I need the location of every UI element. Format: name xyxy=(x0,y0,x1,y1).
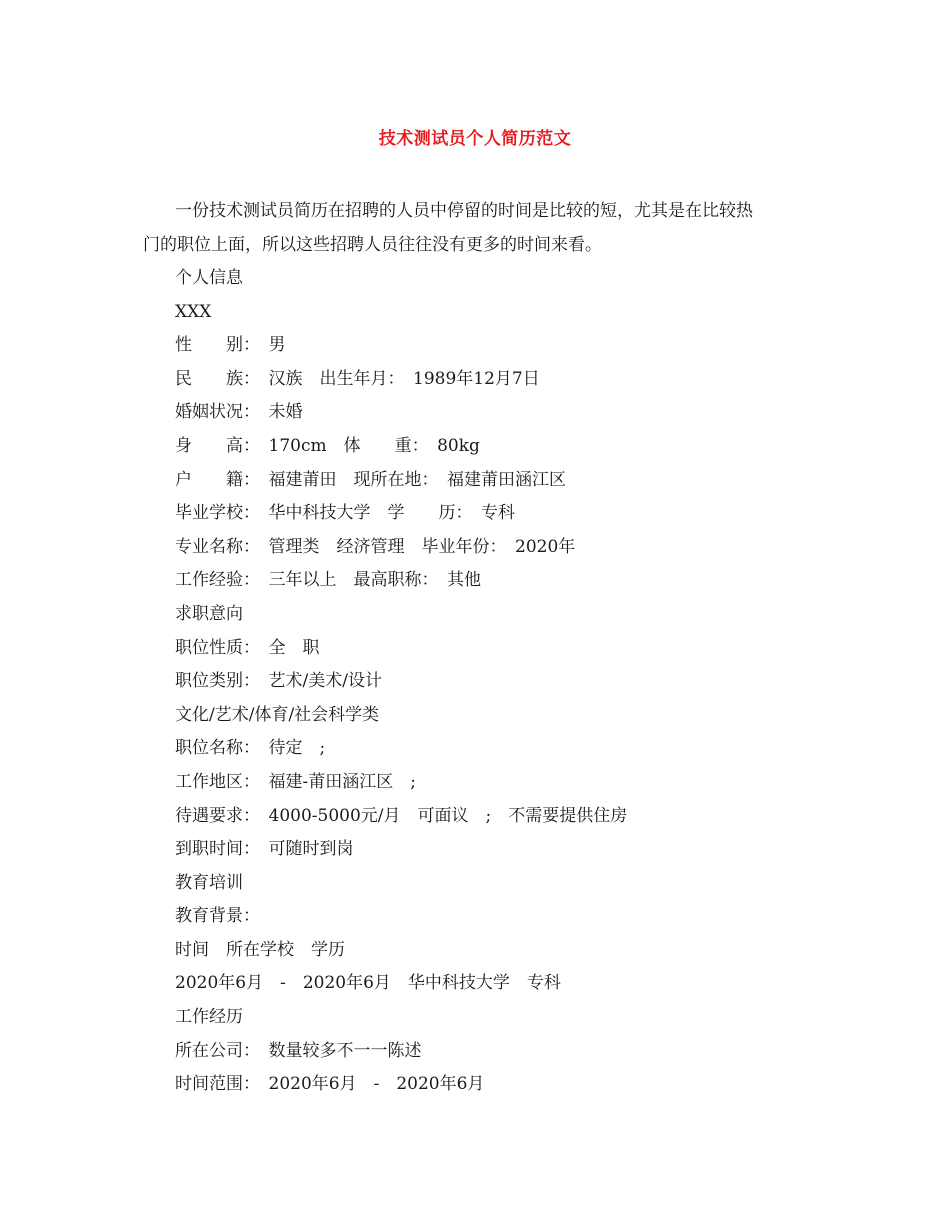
intro-paragraph xyxy=(143,194,830,262)
time-range-line: 时间范围： 2020年6月 - 2020年6月 xyxy=(175,1074,485,1095)
school-degree-line: 毕业学校： 华中科技大学 学 历： 专科 xyxy=(175,503,515,524)
resume-content xyxy=(175,262,875,1102)
salary-line: 待遇要求： 4000-5000元/月 可面议 ; 不需要提供住房 xyxy=(175,805,628,826)
hometown-location-line: 户 籍： 福建莆田 现所在地： 福建莆田涵江区 xyxy=(175,469,566,490)
education-header-line: 时间 所在学校 学历 xyxy=(175,939,345,960)
section-heading-education: 教育培训 xyxy=(175,872,243,893)
ethnicity-birth-line: 民 族： 汉族 出生年月： 1989年12月7日 xyxy=(175,368,540,389)
job-category-line: 职位类别： 艺术/美术/设计 xyxy=(175,671,382,692)
start-time-line: 到职时间： 可随时到岗 xyxy=(175,839,354,860)
gender-line: 性 别： 男 xyxy=(175,335,286,356)
name-line: XXX xyxy=(175,301,212,322)
major-graduation-line: 专业名称： 管理类 经济管理 毕业年份： 2020年 xyxy=(175,536,576,557)
section-heading-work-history: 工作经历 xyxy=(175,1007,243,1028)
job-title-line: 职位名称： 待定 ; xyxy=(175,738,326,759)
marital-status-line: 婚姻状况： 未婚 xyxy=(175,402,303,423)
job-category-continued-line: 文化/艺术/体育/社会科学类 xyxy=(175,704,380,725)
height-weight-line: 身 高： 170cm 体 重： 80kg xyxy=(175,435,480,456)
job-nature-line: 职位性质： 全 职 xyxy=(175,637,320,658)
intro-line-2: 门的职位上面，所以这些招聘人员往往没有更多的时间来看。 xyxy=(143,235,602,255)
page-title: 技术测试员个人简历范文 xyxy=(378,129,572,149)
work-area-line: 工作地区： 福建-莆田涵江区 ; xyxy=(175,771,416,792)
experience-title-line: 工作经验： 三年以上 最高职称： 其他 xyxy=(175,570,481,591)
section-heading-personal-info: 个人信息 xyxy=(175,268,243,288)
company-line: 所在公司： 数量较多不一一陈述 xyxy=(175,1040,422,1061)
education-entry-line: 2020年6月 - 2020年6月 华中科技大学 专科 xyxy=(175,973,561,994)
section-heading-job-intention: 求职意向 xyxy=(175,603,243,624)
intro-line-1: 一份技术测试员简历在招聘的人员中停留的时间是比较的短，尤其是在比较热 xyxy=(175,201,753,221)
education-background-line: 教育背景： xyxy=(175,906,260,927)
